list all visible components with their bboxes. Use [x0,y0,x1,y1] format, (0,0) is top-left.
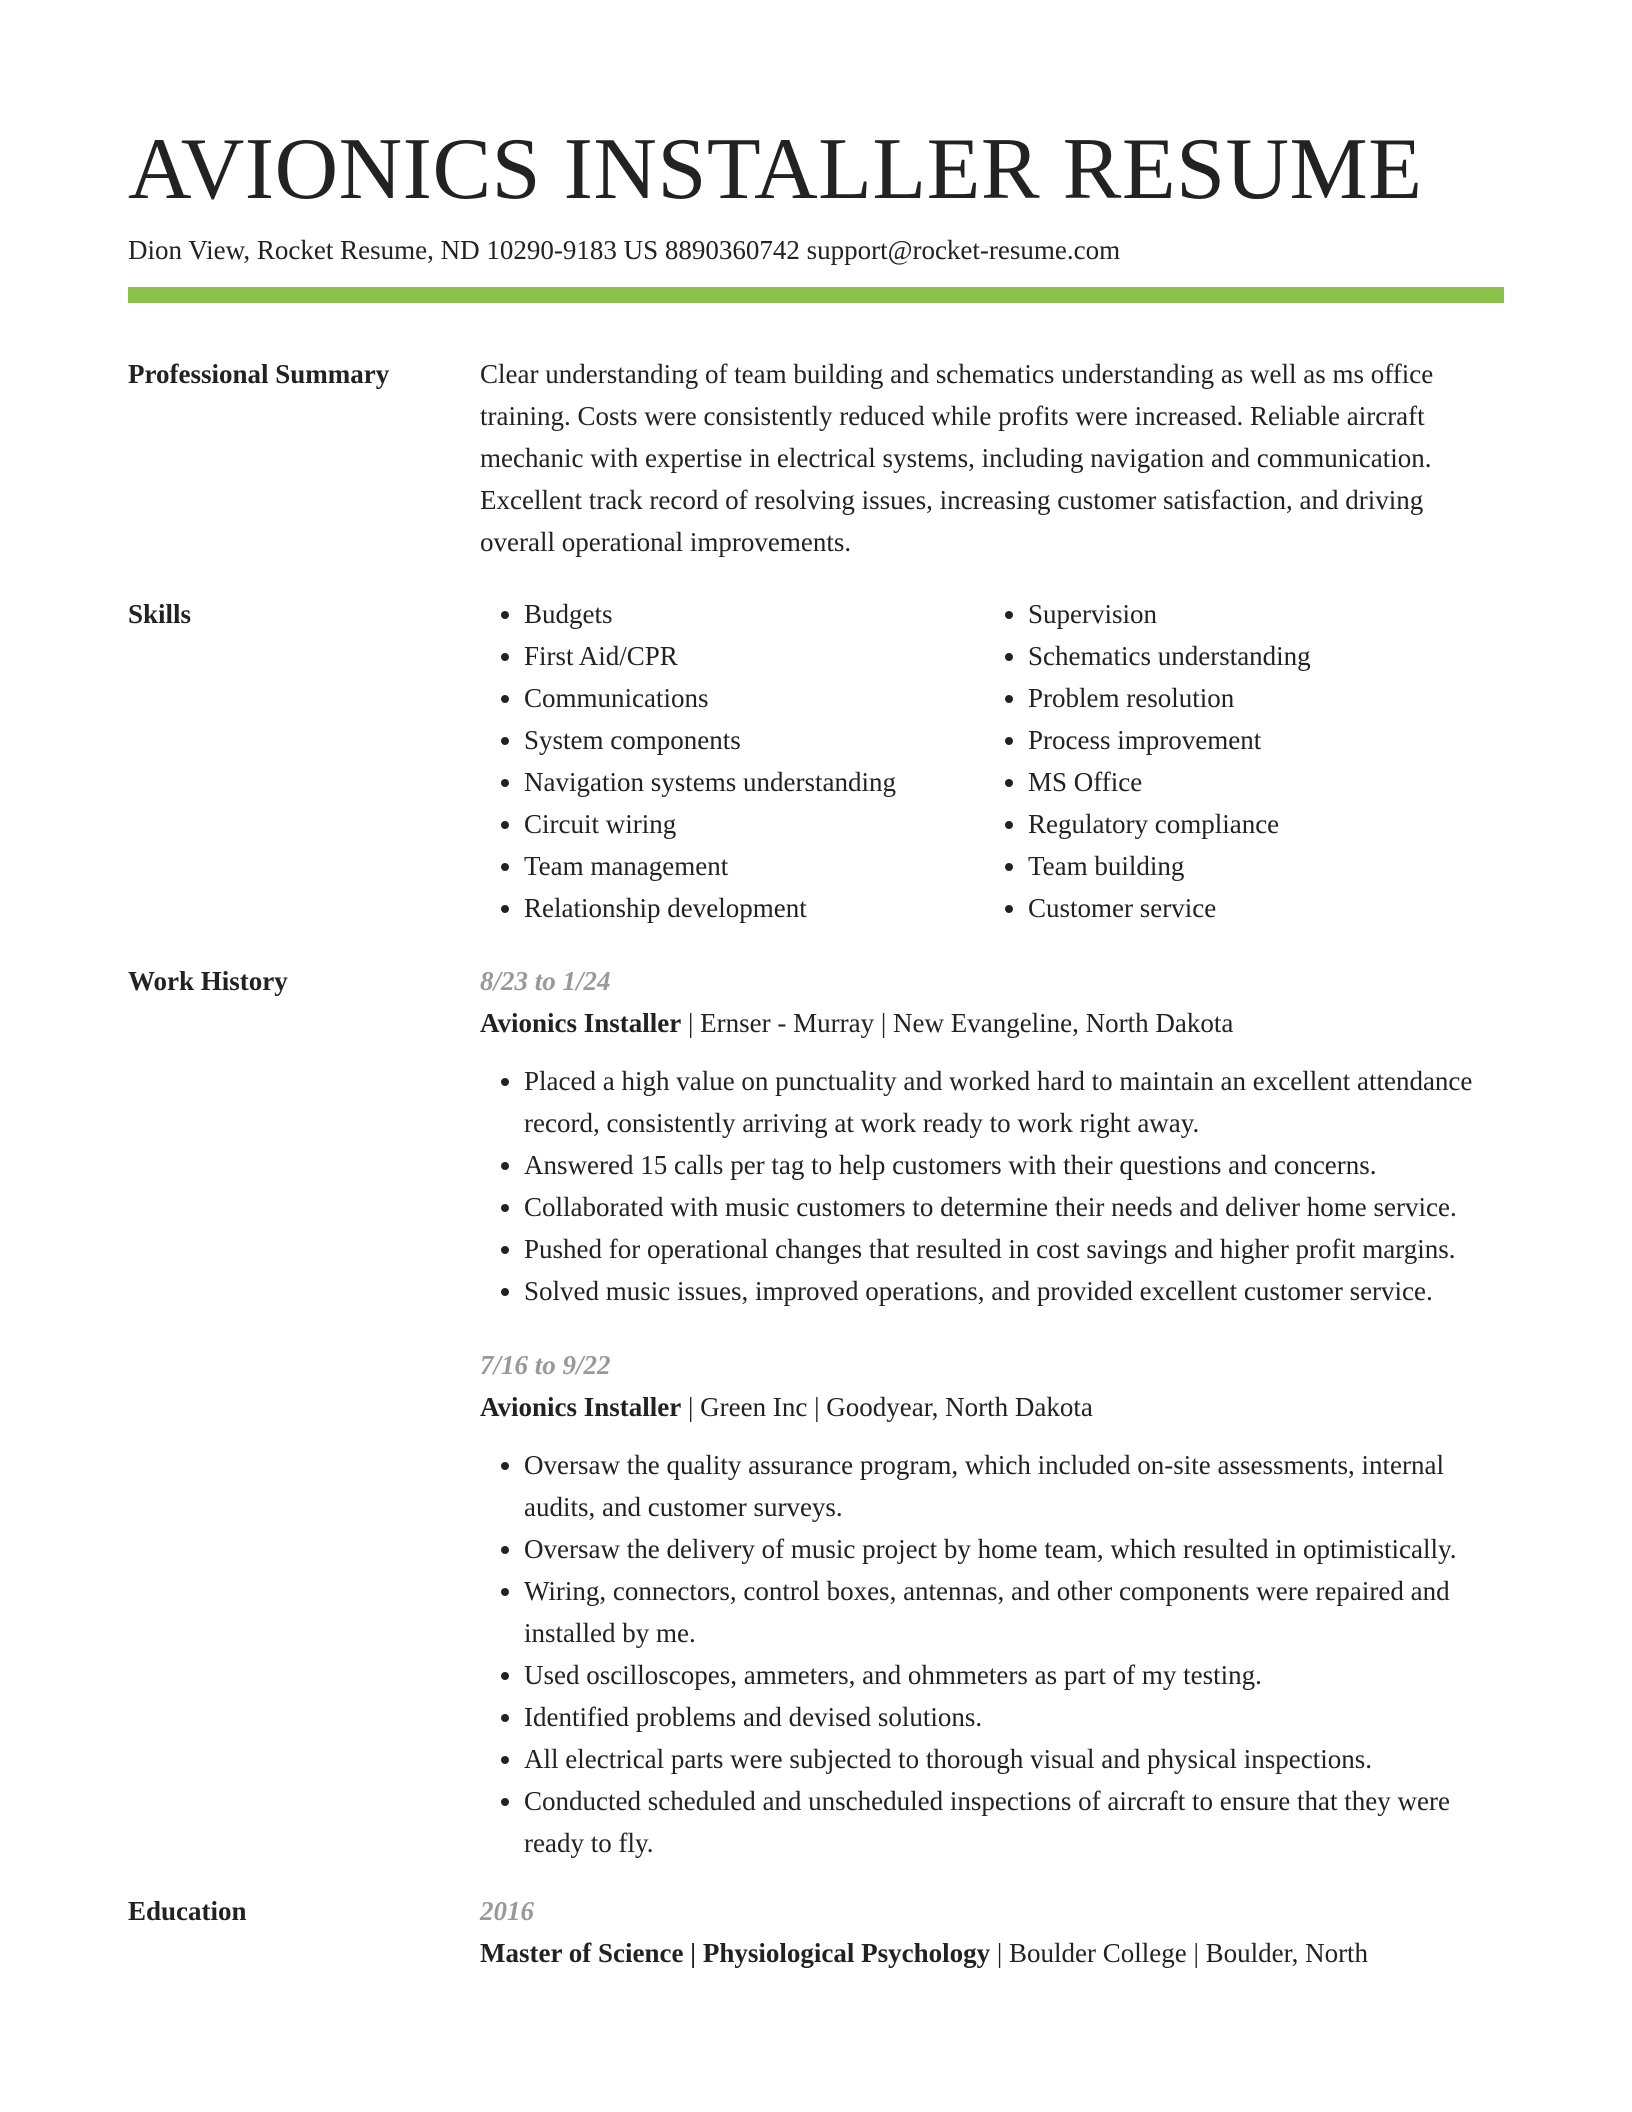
job-bullet: • All electrical parts were subjected to thorough visual and physical inspections. [524,1738,1504,1780]
skill-item: • Problem resolution [1028,677,1488,719]
job-bullet: • Pushed for operational changes that resulted in cost savings and higher profit margins. [524,1228,1504,1270]
skill-item: • Regulatory compliance [1028,803,1488,845]
job-bullets [480,1060,1504,1312]
skills-list-2 [984,593,1488,929]
skill-item: • Relationship development [524,887,984,929]
skills-column-2 [984,593,1488,929]
skills-list-1 [480,593,984,929]
job-heading [480,1002,1504,1044]
work-history-body [480,960,1504,1864]
job-date: 8/23 to 1/24 [480,966,611,996]
skill-item: • Customer service [1028,887,1488,929]
education-body [480,1890,1504,1974]
job-heading [480,1386,1504,1428]
job-bullet: • Placed a high value on punctuality and worked hard to maintain an excellent attendance record, consistently arriving at work ready to work right away. [524,1060,1504,1144]
skill-item: • Circuit wiring [524,803,984,845]
job-bullet: • Collaborated with music customers to determine their needs and deliver home service. [524,1186,1504,1228]
skills-body [480,593,1504,929]
education-label: Education [128,1896,247,1926]
skill-item: • Supervision [1028,593,1488,635]
skills-columns [480,593,1504,929]
job-details: | Green Inc | Goodyear, North Dakota [681,1392,1093,1422]
job-bullet: • Identified problems and devised solutions. [524,1696,1504,1738]
skill-item: • Budgets [524,593,984,635]
summary-text: Clear understanding of team building and schematics understanding as well as ms office training. Costs were consistently reduced while profits were increased. Reliable aircraft mechanic with expertise in electrical systems, including navigation and communication. Excellent track record of resolving issues, increasing customer satisfaction, and driving overall operational improvements. [480,359,1434,557]
job-bullet: • Conducted scheduled and unscheduled inspections of aircraft to ensure that they were ready to fly. [524,1780,1504,1864]
job-bullet: • Answered 15 calls per tag to help customers with their questions and concerns. [524,1144,1504,1186]
education-details: | Boulder College | Boulder, North [990,1938,1369,1968]
contact-line: Dion View, Rocket Resume, ND 10290-9183 US 8890360742 support@rocket-resume.com [128,235,1121,265]
education-heading [480,1932,1504,1974]
job-title: Avionics Installer [480,1392,682,1422]
job-entry [480,960,1504,1312]
work-history-section [128,960,1504,1864]
skills-label: Skills [128,599,192,629]
skill-item: • System components [524,719,984,761]
job-date: 7/16 to 9/22 [480,1350,611,1380]
skill-item: • Communications [524,677,984,719]
education-section [128,1890,1504,1974]
education-date: 2016 [480,1896,534,1926]
skills-column-1 [480,593,984,929]
job-bullets [480,1444,1504,1864]
summary-label: Professional Summary [128,359,390,389]
skill-item: • Team building [1028,845,1488,887]
work-history-label: Work History [128,966,288,996]
header-divider [128,287,1504,303]
skill-item: • Schematics understanding [1028,635,1488,677]
job-bullet: • Oversaw the delivery of music project by home team, which resulted in optimistically. [524,1528,1504,1570]
skill-item: • MS Office [1028,761,1488,803]
job-bullet: • Wiring, connectors, control boxes, antennas, and other components were repaired and installed by me. [524,1570,1504,1654]
skills-section [128,593,1504,929]
skill-item: • Navigation systems understanding [524,761,984,803]
education-degree: Master of Science | Physiological Psychology [480,1938,991,1968]
skill-item: • Team management [524,845,984,887]
summary-section [128,353,1504,563]
job-bullet: • Oversaw the quality assurance program, which included on-site assessments, internal audits, and customer surveys. [524,1444,1504,1528]
resume-title: AVIONICS INSTALLER RESUME [128,121,1423,218]
job-bullet: • Solved music issues, improved operations, and provided excellent customer service. [524,1270,1504,1312]
job-entry [480,1344,1504,1864]
job-title: Avionics Installer [480,1008,682,1038]
job-details: | Ernser - Murray | New Evangeline, North Dakota [681,1008,1234,1038]
job-bullet: • Used oscilloscopes, ammeters, and ohmmeters as part of my testing. [524,1654,1504,1696]
skill-item: • Process improvement [1028,719,1488,761]
skill-item: • First Aid/CPR [524,635,984,677]
